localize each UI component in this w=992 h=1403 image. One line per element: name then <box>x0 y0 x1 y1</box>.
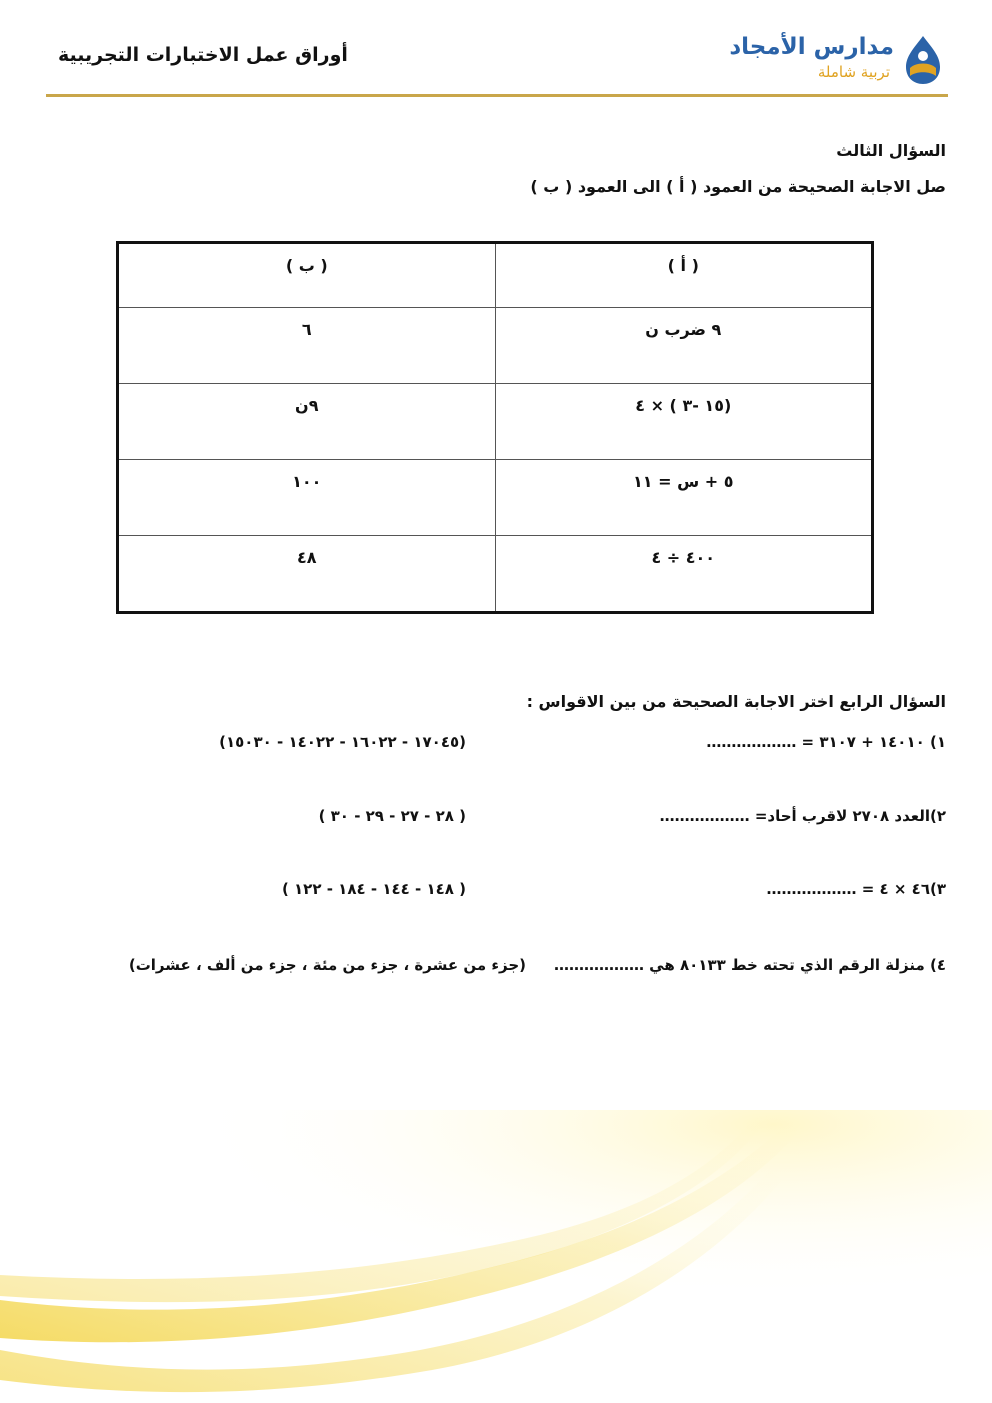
logo-tagline: تربية شاملة <box>817 63 890 81</box>
column-b-cell: ٩ن <box>118 384 496 460</box>
q4-item-3-question: ٣)٤٦ × ٤ = ……………… <box>766 880 946 898</box>
decorative-light-streaks <box>0 1110 992 1403</box>
column-a-cell: ٥ + س = ١١ <box>495 460 873 536</box>
column-b-header: ( ب ) <box>118 243 496 308</box>
column-a-cell: (١٥ -٣ ) × ٤ <box>495 384 873 460</box>
column-b-cell: ٤٨ <box>118 536 496 613</box>
q4-item-1-question: ١) ١٤٠١٠ + ٣١٠٧ = ……………… <box>706 733 946 751</box>
q4-item-2-question: ٢)العدد ٢٧٠٨ لاقرب أحاد= ……………… <box>659 807 946 825</box>
q3-title: السؤال الثالث <box>836 141 946 160</box>
q4-item-1-choices: (١٧٠٤٥ - ١٦٠٢٢ - ١٤٠٢٢ - ١٥٠٣٠) <box>219 733 466 751</box>
school-logo <box>729 34 946 86</box>
q3-instruction: صل الاجابة الصحيحة من العمود ( أ ) الى العمود ( ب ) <box>530 177 946 196</box>
q4-item-4-choices: (جزء من عشرة ، جزء من مئة ، جزء من ألف ، عشرات) <box>128 956 526 974</box>
column-a-cell: ٩ ضرب ن <box>495 308 873 384</box>
page-title: أوراق عمل الاختبارات التجريبية <box>58 44 348 66</box>
logo-name: مدارس الأمجاد <box>729 34 894 60</box>
q4-item-2-choices: ( ٢٨ - ٢٧ - ٢٩ - ٣٠ ) <box>318 807 466 825</box>
q4-item-4-question: ٤) منزلة الرقم الذي تحته خط ٨٠١٣٣ هي ……………… <box>553 956 946 974</box>
column-a-header: ( أ ) <box>495 243 873 308</box>
matching-table <box>116 241 874 614</box>
column-a-cell: ٤٠٠ ÷ ٤ <box>495 536 873 613</box>
column-b-cell: ٦ <box>118 308 496 384</box>
logo-mark-icon <box>900 34 946 86</box>
column-b-cell: ١٠٠ <box>118 460 496 536</box>
header-divider <box>46 94 948 97</box>
q4-item-3-choices: ( ١٤٨ - ١٤٤ - ١٨٤ - ١٢٢ ) <box>281 880 466 898</box>
q4-title: السؤال الرابع اختر الاجابة الصحيحة من بين الاقواس : <box>526 692 946 711</box>
